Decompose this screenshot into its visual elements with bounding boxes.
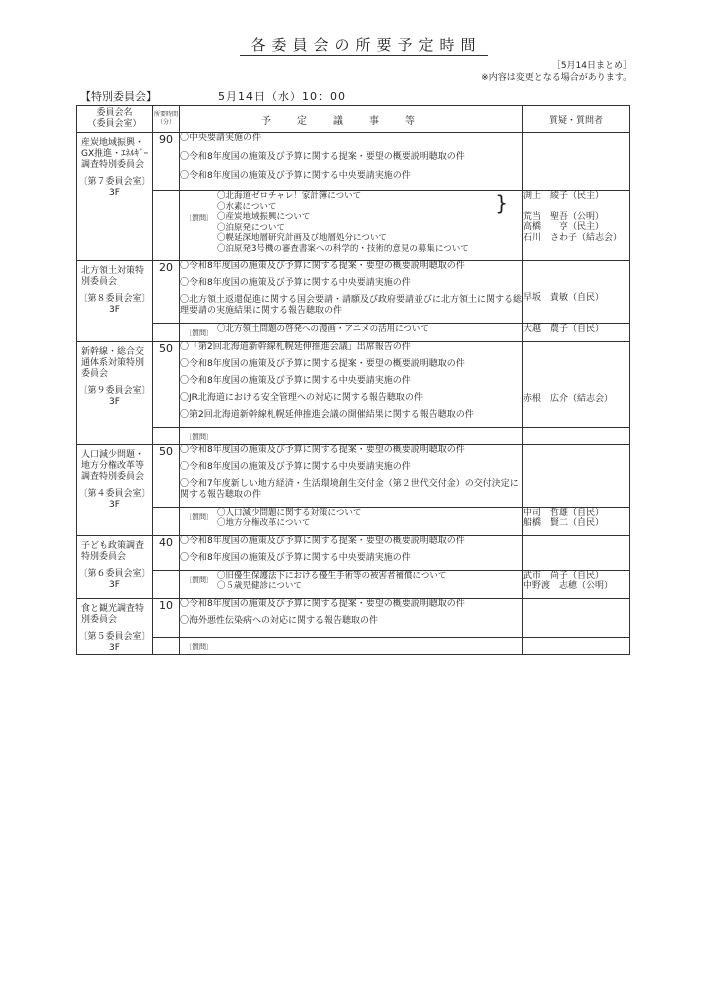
question-list: [217, 191, 522, 254]
minutes-blank-cell: [153, 191, 180, 261]
compiled-date-note: ［5月14日まとめ］: [551, 61, 632, 71]
agenda-item: 〇令和8年度国の施策及び予算に関する提案・要望の概要説明聴取の件: [180, 261, 465, 271]
minutes-blank-cell: [153, 324, 180, 342]
bracket-mark: }: [495, 191, 508, 215]
agenda-cell: [180, 598, 523, 637]
agenda-item: 〇令和8年度国の施策及び予算に関する提案・要望の概要説明聴取の件: [180, 535, 465, 546]
header-minutes: [153, 106, 180, 133]
question-questioner-cell: [523, 507, 630, 535]
agenda-item: 〇令和8年度国の施策及び予算に関する提案・要望の概要説明聴取の件: [180, 152, 465, 162]
table-header-row: [77, 106, 630, 133]
room-name: 〔第６委員会室〕: [78, 568, 151, 579]
committee-name: 産炭地域振興・GX推進・ｴﾈﾙｷﾞｰ調査特別委員会: [81, 138, 149, 170]
question-cell: [180, 507, 523, 535]
question-cell: [180, 637, 523, 654]
committee-question-row: [77, 324, 630, 342]
minutes-cell: 50: [153, 341, 180, 427]
committee-agenda-row: [77, 341, 630, 427]
committee-agenda-row: [77, 535, 630, 570]
committee-name-cell: [77, 444, 153, 535]
minutes-blank-cell: [153, 507, 180, 535]
question-label: 〔質問〕: [185, 575, 213, 584]
questioner-name: 赤根 広介（結志会）: [523, 393, 614, 404]
committee-question-row: [77, 507, 630, 535]
question-item: 〇人口減少問題に関する対策について: [217, 507, 362, 518]
agenda-item: 〇海外悪性伝染病への対応に関する報告聴取の件: [180, 615, 379, 626]
questioner-name: 武市 尚子（自民）: [523, 570, 605, 581]
room-floor: 3F: [109, 396, 120, 407]
committee-name: 北方領土対策特別委員会: [81, 266, 145, 287]
agenda-cell: [180, 444, 523, 507]
agenda-item: 〇令和8年度国の施策及び予算に関する中央要請実施の件: [180, 461, 411, 472]
header-name-line1: 委員会名: [96, 108, 133, 118]
questioner-name: 大越 農子（自民）: [523, 324, 605, 334]
committee-agenda-row: [77, 598, 630, 637]
committee-question-row: [77, 570, 630, 598]
room-name: 〔第５委員会室〕: [78, 631, 151, 642]
question-item: 〇泊原発3号機の審査書案への科学的・技術的意見の募集について: [217, 243, 469, 254]
minutes-cell: 50: [153, 444, 180, 507]
question-item: 〇北海道ゼロチャレ！家計簿について: [217, 191, 362, 201]
agenda-cell: [180, 133, 523, 191]
questioner-name: 荒当 聖吾（公明）: [523, 211, 605, 222]
question-questioner-cell: [523, 427, 630, 444]
committee-room: [77, 177, 152, 199]
question-label: 〔質問〕: [185, 214, 213, 222]
agenda-questioner-cell: [523, 598, 630, 637]
question-questioner-cell: [523, 570, 630, 598]
header-time-line1: 所要時間: [153, 111, 178, 118]
committee-room: [77, 489, 152, 511]
meeting-datetime: 5月14日（水）10：00: [218, 90, 346, 103]
agenda-item: 〇第2回北海道新幹線札幌延伸推進会議の開催結果に関する報告聴取の件: [180, 409, 474, 420]
room-floor: 3F: [109, 305, 120, 315]
room-floor: 3F: [109, 579, 120, 590]
room-name: 〔第９委員会室〕: [78, 385, 151, 396]
room-name: 〔第４委員会室〕: [78, 488, 151, 499]
committee-question-row: [77, 191, 630, 261]
agenda-item: 〇令和8年度国の施策及び予算に関する中央要請実施の件: [180, 278, 411, 288]
agenda-item: 〇北方領土返還促進に関する国会要請・請願及び政府要請並びに北方領土に関する総理要請の実施結果に関する報告聴取の件: [180, 295, 523, 316]
minutes-blank-cell: [153, 570, 180, 598]
committee-agenda-row: [77, 133, 630, 191]
questioner-name: 高橋 亨（民主）: [523, 222, 605, 232]
minutes-cell: 10: [153, 598, 180, 637]
agenda-item: 〇JR北海道における安全管理への対応に関する報告聴取の件: [180, 392, 423, 403]
question-cell: [180, 427, 523, 444]
header-name-line2: （委員会室）: [87, 119, 142, 129]
committee-room: [77, 569, 152, 591]
agenda-item: 〇「第2回北海道新幹線札幌延伸推進会議」出席報告の件: [180, 341, 411, 352]
agenda-cell: [180, 261, 523, 324]
section-label: 【特別委員会】: [80, 90, 157, 103]
agenda-item: 〇令和8年度国の施策及び予算に関する中央要請実施の件: [180, 375, 411, 386]
agenda-questioner-cell: [523, 133, 630, 191]
agenda-cell: [180, 341, 523, 427]
question-item: 〇北方領土問題の啓発への漫画・アニメの活用について: [217, 324, 429, 334]
question-list: [217, 324, 522, 335]
question-cell: [180, 324, 523, 342]
committee-agenda-row: [77, 444, 630, 507]
agenda-item: 〇令和8年度国の施策及び予算に関する提案・要望の概要説明聴取の件: [180, 598, 465, 609]
question-questioner-cell: [523, 637, 630, 654]
question-cell: [180, 191, 523, 261]
question-item: 〇泊原発について: [217, 222, 285, 233]
agenda-item: 〇令和8年度国の施策及び予算に関する中央要請実施の件: [180, 171, 411, 181]
questioner-name: 石川 さわ子（結志会）: [523, 232, 623, 243]
questioner-name: 中司 哲雄（自民）: [523, 507, 605, 518]
question-item: 〇幌延深地層研究計画及び地層処分について: [217, 233, 387, 243]
committee-room: [77, 632, 152, 654]
committee-room: [77, 294, 152, 316]
question-label: 〔質問〕: [185, 432, 213, 441]
header-committee-name: [77, 106, 153, 133]
committee-room: [77, 386, 152, 408]
agenda-cell: [180, 535, 523, 570]
room-name: 〔第８委員会室〕: [78, 294, 151, 304]
change-notice: ※内容は変更となる場合があります。: [481, 73, 632, 83]
agenda-item: 〇令和7年度新しい地方経済・生活環境創生交付金（第２世代交付金）の交付決定に関する報告聴取の件: [180, 478, 519, 500]
committee-agenda-row: [77, 261, 630, 324]
committee-question-row: [77, 427, 630, 444]
question-item: 〇水素について: [217, 201, 277, 212]
document-title: 各委員会の所要予定時間: [0, 34, 728, 55]
committee-name-cell: [77, 133, 153, 261]
committee-name-cell: [77, 341, 153, 444]
question-label: 〔質問〕: [185, 329, 213, 337]
question-list: [217, 571, 522, 592]
minutes-blank-cell: [153, 427, 180, 444]
question-item: 〇地方分権改革について: [217, 518, 311, 528]
question-list: [217, 508, 522, 529]
room-floor: 3F: [109, 188, 120, 198]
minutes-cell: 20: [153, 261, 180, 324]
committee-name: 新幹線・総合交通体系対策特別委員会: [81, 346, 145, 379]
question-questioner-cell: [523, 324, 630, 342]
agenda-questioner-cell: [523, 261, 630, 324]
room-floor: 3F: [109, 642, 120, 653]
question-label: 〔質問〕: [185, 512, 213, 521]
minutes-cell: 40: [153, 535, 180, 570]
question-label: 〔質問〕: [185, 642, 213, 651]
committee-name: 食と観光調査特別委員会: [81, 603, 145, 625]
table-body: [77, 133, 630, 655]
room-floor: 3F: [109, 499, 120, 510]
questioner-name: 中野渡 志穂（公明）: [523, 581, 614, 591]
question-item: 〇産炭地域振興について: [217, 212, 311, 222]
committee-question-row: [77, 637, 630, 654]
questioner-name: 渕上 綾子（民主）: [523, 191, 605, 201]
schedule-table: [76, 105, 630, 655]
agenda-item: 〇令和8年度国の施策及び予算に関する中央要請実施の件: [180, 552, 411, 563]
committee-name-cell: [77, 598, 153, 654]
questioner-name: 船橋 賢二（自民）: [523, 518, 605, 528]
question-item: 〇５歳児健診について: [217, 581, 302, 591]
committee-name-cell: [77, 535, 153, 598]
committee-name-cell: [77, 261, 153, 342]
header-time-line2: （分）: [156, 119, 175, 126]
agenda-questioner-cell: [523, 535, 630, 570]
minutes-blank-cell: [153, 637, 180, 654]
question-item: 〇旧優生保護法下における優生手術等の被害者補償について: [217, 570, 447, 581]
minutes-cell: 90: [153, 133, 180, 191]
question-questioner-cell: [523, 191, 630, 261]
agenda-questioner-cell: [523, 444, 630, 507]
room-name: 〔第７委員会室〕: [78, 177, 151, 187]
committee-name: 子ども政策調査特別委員会: [81, 540, 145, 562]
header-questioners: 質疑・質問者: [523, 106, 630, 133]
agenda-questioner-cell: [523, 341, 630, 427]
committee-name: 人口減少問題・地方分権改革等調査特別委員会: [81, 449, 145, 482]
agenda-item: 〇中央要請実施の件: [180, 133, 262, 143]
questioner-name: 早坂 貴敏（自民）: [523, 293, 605, 303]
agenda-item: 〇令和8年度国の施策及び予算に関する提案・要望の概要説明聴取の件: [180, 444, 465, 455]
header-agenda: 予定議事等: [180, 106, 523, 133]
agenda-item: 〇令和8年度国の施策及び予算に関する提案・要望の概要説明聴取の件: [180, 358, 465, 369]
question-cell: [180, 570, 523, 598]
